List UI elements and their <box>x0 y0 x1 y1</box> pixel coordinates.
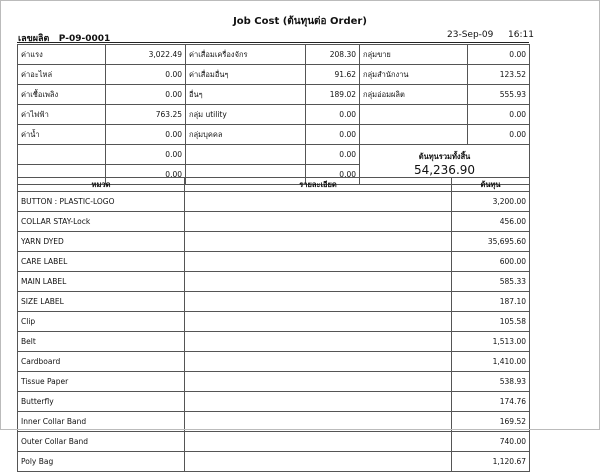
table-row <box>18 392 530 412</box>
table-row <box>18 192 530 212</box>
table-row <box>18 232 530 252</box>
table-row <box>18 212 530 232</box>
cost-item-value: 91.62 <box>306 65 360 85</box>
summary-row <box>18 145 530 165</box>
description-cell <box>185 412 452 432</box>
category-cell: SIZE LABEL <box>18 292 185 312</box>
cost-header: ต้นทุน <box>452 178 530 192</box>
table-row <box>18 252 530 272</box>
description-cell <box>185 372 452 392</box>
description-cell <box>185 212 452 232</box>
cost-item-label <box>360 105 468 125</box>
category-cell: Belt <box>18 332 185 352</box>
cost-item-value: 0.00 <box>306 125 360 145</box>
description-cell <box>185 432 452 452</box>
report-time: 16:11 <box>508 30 534 40</box>
cost-item-label: ค่าเสื่อมอื่นๆ <box>186 65 306 85</box>
description-header: รายละเอียด <box>185 178 452 192</box>
cost-cell: 456.00 <box>452 212 530 232</box>
cost-cell: 187.10 <box>452 292 530 312</box>
cost-cell: 35,695.60 <box>452 232 530 252</box>
category-cell: YARN DYED <box>18 232 185 252</box>
cost-cell: 600.00 <box>452 252 530 272</box>
cost-item-label: ค่าเชื้อเพลิง <box>18 85 106 105</box>
cost-cell: 174.76 <box>452 392 530 412</box>
table-row <box>18 332 530 352</box>
cost-item-value: 763.25 <box>106 105 186 125</box>
cost-cell: 585.33 <box>452 272 530 292</box>
table-row <box>18 272 530 292</box>
cost-item-value: 0.00 <box>106 125 186 145</box>
cost-item-value: 0.00 <box>306 145 360 165</box>
description-cell <box>185 232 452 252</box>
cost-item-value: 0.00 <box>106 85 186 105</box>
cost-item-label: กลุ่มอ่อมผลิต <box>360 85 468 105</box>
cost-item-value: 208.30 <box>306 45 360 65</box>
description-cell <box>185 272 452 292</box>
cost-item-value: 0.00 <box>106 145 186 165</box>
category-cell: MAIN LABEL <box>18 272 185 292</box>
cost-cell: 1,120.67 <box>452 452 530 472</box>
lot-number: P-09-0001 <box>58 34 111 44</box>
report-title: Job Cost (ต้นทุนต่อ Order) <box>233 16 367 27</box>
summary-row <box>18 45 530 65</box>
cost-cell: 1,513.00 <box>452 332 530 352</box>
cost-item-label: กลุ่มขาย <box>360 45 468 65</box>
table-row <box>18 352 530 372</box>
cost-item-value: 0.00 <box>468 125 530 145</box>
cost-item-label: ค่าอะไหล่ <box>18 65 106 85</box>
cost-item-value: 0.00 <box>306 165 360 185</box>
header-divider <box>17 42 529 43</box>
description-cell <box>185 452 452 472</box>
cost-item-label: ค่าแรง <box>18 45 106 65</box>
table-row <box>18 412 530 432</box>
cost-cell: 169.52 <box>452 412 530 432</box>
cost-item-value: 555.93 <box>468 85 530 105</box>
cost-item-value: 0.00 <box>468 45 530 65</box>
category-header: หมวด <box>18 178 185 192</box>
cost-item-value: 3,022.49 <box>106 45 186 65</box>
category-cell: Poly Bag <box>18 452 185 472</box>
cost-cell: 740.00 <box>452 432 530 452</box>
description-cell <box>185 252 452 272</box>
table-row <box>18 372 530 392</box>
cost-cell: 1,410.00 <box>452 352 530 372</box>
description-cell <box>185 332 452 352</box>
cost-item-value: 0.00 <box>106 65 186 85</box>
report-date: 23-Sep-09 <box>447 30 494 40</box>
cost-item-value: 189.02 <box>306 85 360 105</box>
cost-item-label: กลุ่ม utility <box>186 105 306 125</box>
cost-cell: 105.58 <box>452 312 530 332</box>
lot-label: เลขผลิต <box>18 34 50 44</box>
cost-item-label: ค่าเสื่อมเครื่องจักร <box>186 45 306 65</box>
cost-item-label: กลุ่มสำนักงาน <box>360 65 468 85</box>
cost-item-label: ค่าน้ำ <box>18 125 106 145</box>
description-cell <box>185 352 452 372</box>
table-row <box>18 292 530 312</box>
cost-cell: 3,200.00 <box>452 192 530 212</box>
category-cell: Outer Collar Band <box>18 432 185 452</box>
cost-detail-table <box>17 177 530 472</box>
summary-row <box>18 125 530 145</box>
total-cost-label: ต้นทุนรวมทั้งสิ้น <box>418 151 471 161</box>
description-cell <box>185 292 452 312</box>
cost-cell: 538.93 <box>452 372 530 392</box>
cost-item-value: 0.00 <box>106 165 186 185</box>
cost-item-value: 123.52 <box>468 65 530 85</box>
summary-row <box>18 65 530 85</box>
summary-row <box>18 85 530 105</box>
category-cell: Tissue Paper <box>18 372 185 392</box>
category-cell: Inner Collar Band <box>18 412 185 432</box>
table-row <box>18 452 530 472</box>
category-cell: BUTTON : PLASTIC-LOGO <box>18 192 185 212</box>
category-cell: COLLAR STAY-Lock <box>18 212 185 232</box>
cost-item-value: 0.00 <box>468 105 530 125</box>
category-cell: Clip <box>18 312 185 332</box>
category-cell: Butterfly <box>18 392 185 412</box>
category-cell: Cardboard <box>18 352 185 372</box>
cost-item-value: 0.00 <box>306 105 360 125</box>
cost-item-label: กลุ่มบุคคล <box>186 125 306 145</box>
cost-item-label: อื่นๆ <box>186 85 306 105</box>
category-cell: CARE LABEL <box>18 252 185 272</box>
description-cell <box>185 192 452 212</box>
cost-item-label <box>360 125 468 145</box>
table-row <box>18 312 530 332</box>
description-cell <box>185 392 452 412</box>
cost-summary-table <box>17 44 530 185</box>
cost-item-label: ค่าไฟฟ้า <box>18 105 106 125</box>
description-cell <box>185 312 452 332</box>
total-cost-value: 54,236.90 <box>413 162 476 177</box>
detail-header-row <box>18 178 530 192</box>
summary-row <box>18 105 530 125</box>
cost-item-label <box>18 145 106 165</box>
cost-item-label <box>186 145 306 165</box>
table-row <box>18 432 530 452</box>
